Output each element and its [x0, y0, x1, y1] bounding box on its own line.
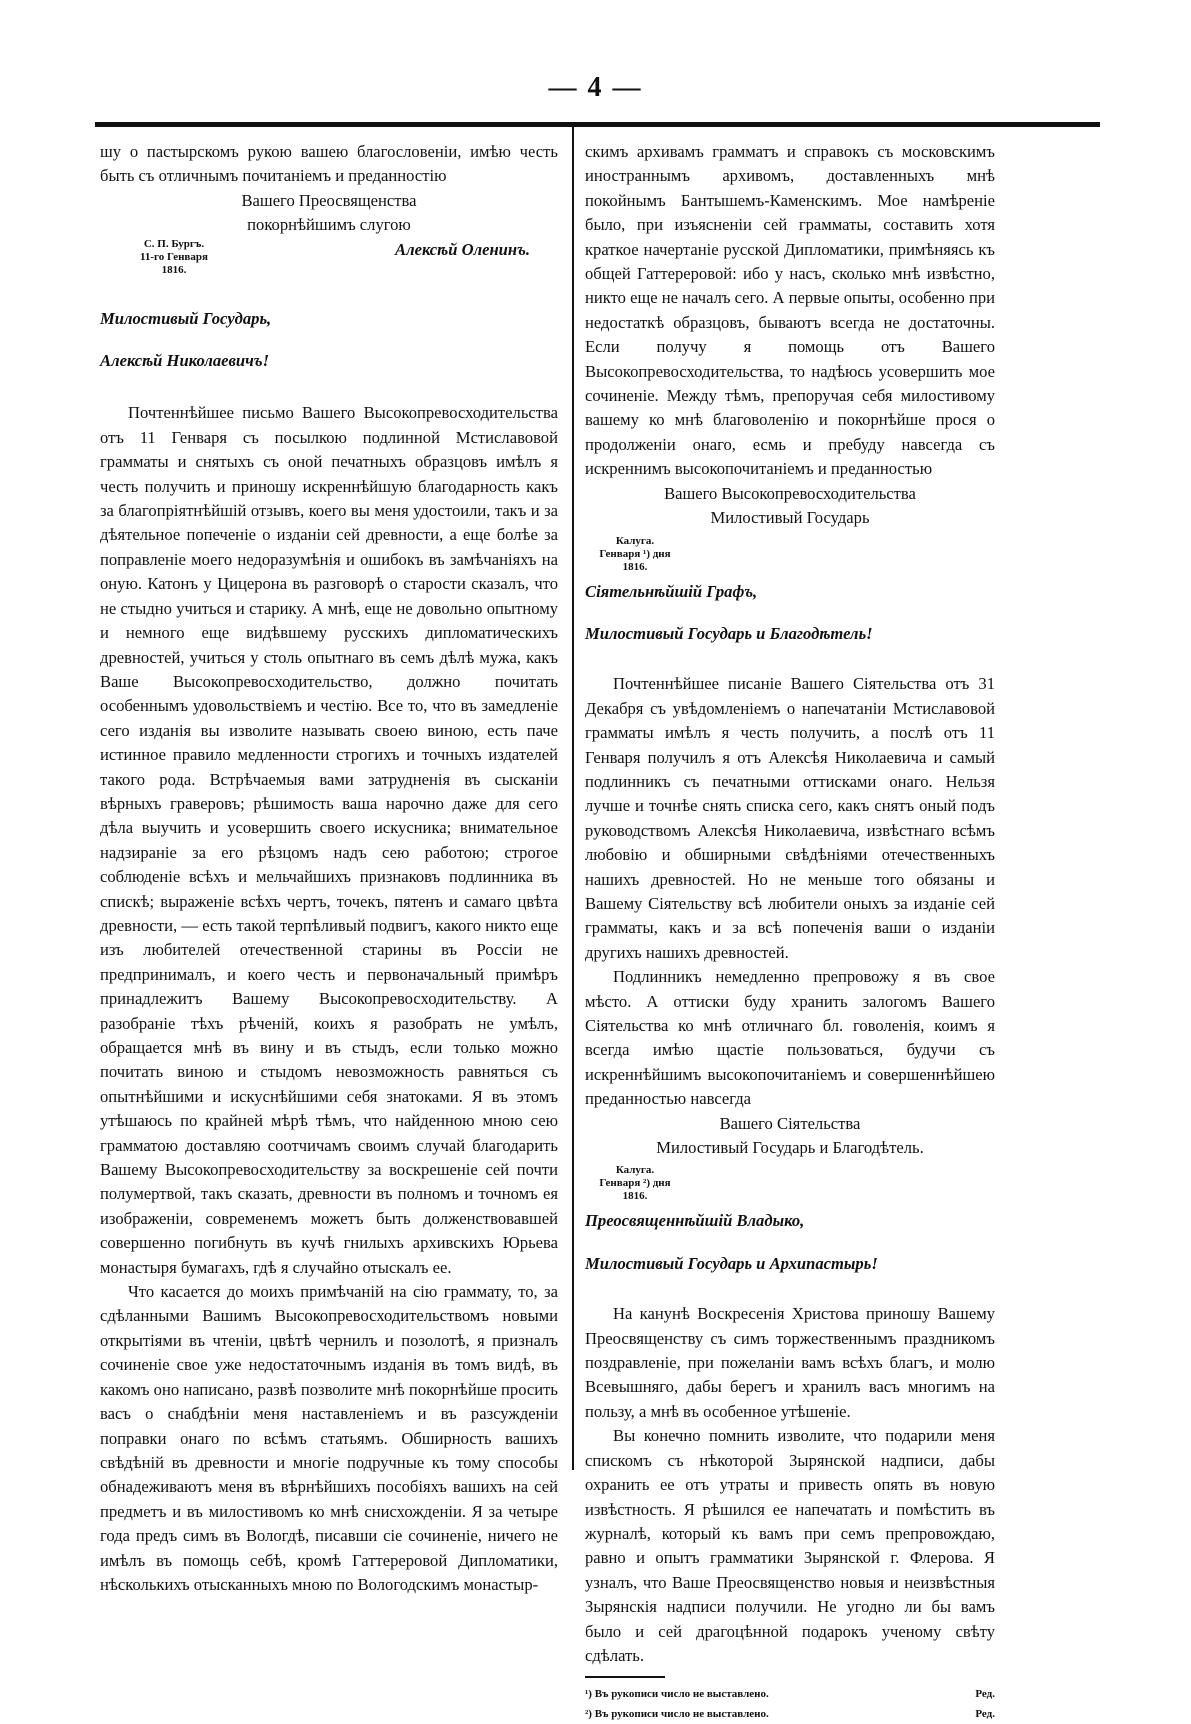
salutation: Преосвященнѣйшій Владыко, — [585, 1211, 805, 1231]
salutation: Милостивый Государь, — [100, 308, 272, 328]
dateline: Генваря ²) дня — [599, 1177, 671, 1190]
dateline: С. П. Бургъ. — [143, 237, 205, 250]
closing-line: покорнѣйшимъ слугою — [247, 215, 411, 235]
dateline: Калуга. — [615, 1164, 655, 1177]
closing-line: Милостивый Государь и Благодѣтель. — [656, 1138, 924, 1158]
right-column — [585, 140, 995, 1724]
footnote-text: ¹) Въ рукописи число не выставлено. — [585, 1688, 769, 1701]
dateline: Генваря ¹) дня — [599, 547, 671, 560]
page-number: — 4 — — [548, 72, 643, 103]
dateline: 1816. — [622, 560, 648, 573]
salutation: Милостивый Государь и Архипастырь! — [585, 1253, 878, 1273]
salutation: Сіятельнѣйшій Графъ, — [585, 581, 758, 601]
closing-line: Вашего Сіятельства — [719, 1113, 861, 1133]
dateline-block — [585, 1164, 685, 1203]
letter-ending-text: шу о пастырскомъ рукою вашею благословеніи, имѣю честь быть съ отличнымъ почитаніемъ и преданностію — [100, 142, 558, 186]
signature-row — [100, 238, 558, 277]
paragraph: Почтеннѣйшее писаніе Вашего Сіятельства отъ 31 Декабря съ увѣдомленіемъ о напечатаніи Мстиславовой грамматы имѣлъ я честь получить, а послѣ отъ 11 Генваря получилъ я отъ Алексѣя Николаевича и самый подлинникъ съ печатными оттисками онаго. Нельзя лучше и точнѣе снять списка сего, какъ снятъ оный подъ руководствомъ Алексѣя Николаевича, извѣстнаго всѣмъ любовію и обширными свѣдѣніями отечественныхъ нашихъ древностей. Но не меньше того обязаны и Вашему Сіятельству всѣ любители оныхъ за изданіе сей грамматы, какъ и за всѣ попеченія ваши о изданіи другихъ нашихъ древностей. — [585, 674, 995, 962]
column-divider — [572, 127, 574, 1470]
signature: Алексѣй Оленинъ. — [395, 239, 530, 259]
dateline: 11-го Генваря — [140, 250, 208, 263]
footnote — [585, 1684, 995, 1704]
paragraph: Почтеннѣйшее письмо Вашего Высокопревосходительства отъ 11 Генваря съ посылкою подлинной Мстиславовой грамматы и снятыхъ съ оной печатныхъ образцовъ имѣлъ я честь получить и приношу искреннѣйшую благодарность какъ за благопріятнѣйшій отзывъ, коего вы меня удостоили, такъ и за дѣятельное попеченіе о изданіи сей древности, а еще болѣе за поправленіе моего недоразумѣнія и ошибокъ въ замѣчаніяхъ на оную. Катонъ у Цицерона въ разговорѣ о старости сказалъ, что не стыдно учиться и старику. А мнѣ, еще не довольно опытному и немного еще видѣвшему русскихъ дипломатическихъ древностей, учиться у столь опытнаго въ семъ дѣлѣ мужа, какъ Ваше Высокопревосходительство, должно почитать особеннымъ удовольствіемъ и честію. Все то, что въ замедленіе сего изданія вы изволите называть своею виною, есть паче истинное правило медленности строгихъ и точныхъ издателей такого рода. Встрѣчаемыя вами затрудненія въ сысканіи вѣрныхъ граверовъ; рѣшимость ваша нарочно даже для сего дѣла выучить и усовершить своего искусника; внимательное надзираніе за его рѣзцомъ надъ сею работою; строгое соблюденіе всѣхъ и мельчайшихъ признаковъ подлинника въ спискѣ; выраженіе всѣхъ чертъ, точекъ, пятенъ и самаго цвѣта древности, — есть такой терпѣливый подвигъ, какого никто еще изъ любителей отечественной старины въ Россіи не предпринималъ, и коего честь и первоначальный примѣръ принадлежитъ Вашему Высокопревосходительству. А разобраніе тѣхъ рѣченій, коихъ я разобрать не умѣлъ, обращается мнѣ въ вину и въ стыдъ, если только можно почитать виною и стыдомъ невозможность равняться съ опытнѣйшими и искуснѣйшими себя знатоками. Я въ этомъ утѣшаюсь по крайней мѣрѣ тѣмъ, что найденною мною сею грамматою доставляю соотчичамъ своимъ случай благодарить Вашему Высокопревосходительству за воскрешеніе сей почти полумертвой, такъ сказать, древности въ полномъ и точномъ ея изображеніи, современемъ можетъ быть долженствовавшей совершенно погибнуть въ кучѣ гнилыхъ архивскихъ Юрьева монастыря бумагахъ, гдѣ я случайно отыскалъ ее. — [100, 403, 558, 1277]
footnote-rule — [585, 1676, 665, 1678]
top-rule — [95, 122, 1100, 127]
footnote — [585, 1704, 995, 1724]
closing-line: Милостивый Государь — [710, 508, 870, 528]
dateline: 1816. — [622, 1190, 648, 1203]
closing-line: Вашего Высокопревосходительства — [664, 483, 916, 503]
paragraph: На канунѣ Воскресенія Христова приношу Вашему Преосвященству съ симъ торжественнымъ праздникомъ поздравленіе, при пожеланіи вамъ всѣхъ благъ, и молю Всевышняго, дабы берегъ и хранилъ васъ многимъ на пользу, а мнѣ въ особенное утѣшеніе. — [585, 1304, 995, 1421]
salutation: Алексѣй Николаевичъ! — [100, 351, 270, 371]
footnote-text: ²) Въ рукописи число не выставлено. — [585, 1708, 769, 1721]
closing-line: Вашего Преосвященства — [241, 190, 417, 210]
dateline-block — [585, 535, 685, 574]
paragraph: Подлинникъ немедленно препровожу я въ свое мѣсто. А оттиски буду хранить залогомъ Вашего Сіятельства ко мнѣ отличнаго бл. говоленія, коимъ я всегда имѣю щастіе пользоваться, будучи съ искреннѣйшимъ высокопочитаніемъ и совершеннѣйшею преданностью навсегда — [585, 967, 995, 1109]
dateline: Калуга. — [615, 534, 655, 547]
salutation: Милостивый Государь и Благодѣтель! — [585, 623, 873, 643]
footnote-tag: Ред. — [975, 1688, 995, 1701]
paragraph: Что касается до моихъ примѣчаній на сію граммату, то, за сдѣланными Вашимъ Высокопревосходительствомъ новыми открытіями въ чтеніи, цвѣтѣ чернилъ и позолотѣ, я призналъ сочиненіе свое уже недостаточнымъ изданія въ томъ видѣ, въ какомъ оно написано, развѣ позволите мнѣ покорнѣйше просить васъ о снабдѣніи меня наставленіемъ и въ разсужденіи поправки онаго по всѣмъ статьямъ. Обширность вашихъ свѣдѣній въ древности и многіе подручные къ тому способы обнадеживаютъ меня въ вѣрнѣйшихъ пособіяхъ вашихъ на сей предметъ и въ милостивомъ ко мнѣ снисхожденіи. Я за четыре года предъ симъ въ Вологдѣ, писавши сіе сочиненіе, ничего не имѣлъ въ помощь себѣ, кромѣ Гаттереровой Дипломатики, нѣсколькихъ отысканныхъ мною по Вологодскимъ монастыр- — [100, 1282, 558, 1594]
footnote-tag: Ред. — [975, 1708, 995, 1721]
paragraph: Вы конечно помнить изволите, что подарили меня спискомъ съ нѣкоторой Зырянской надписи, дабы охранить ее отъ утраты и привесть опять въ новую извѣстность. Я рѣшился ее напечатать и помѣстить въ журналѣ, который къ вамъ при семъ препровождаю, равно и опытъ грамматики Зырянской г. Флерова. Я узналъ, что Ваше Преосвященство новыя и неизвѣстныя Зырянскія надписи получили. Не угодно ли бы вамъ было и сей драгоцѣнной подарокъ ученому свѣту сдѣлать. — [585, 1426, 995, 1665]
dateline: 1816. — [161, 263, 187, 276]
paragraph: скимъ архивамъ грамматъ и справокъ съ московскимъ иностраннымъ архивомъ, доставленныхъ мнѣ покойнымъ Бантышемъ-Каменскимъ. Мое намѣреніе было, при изъясненіи сей грамматы, составить хотя краткое начертаніе русской Дипломатики, примѣняясь къ общей Гаттереровой: ибо у насъ, сколько мнѣ извѣстно, никто еще не началъ сего. А первые опыты, особенно при недостаткѣ образцовъ, бываютъ всегда не достаточны. Если получу я помощь отъ Вашего Высокопревосходительства, то надѣюсь усовершить мое сочиненіе. Между тѣмъ, препоручая себя милостивому вашему ко мнѣ благоволенію и покорнѣйше прося о продолженіи онаго, есмь и пребуду навсегда съ искреннимъ высокопочитаніемъ и преданностью — [585, 142, 995, 479]
left-column — [100, 140, 558, 1597]
